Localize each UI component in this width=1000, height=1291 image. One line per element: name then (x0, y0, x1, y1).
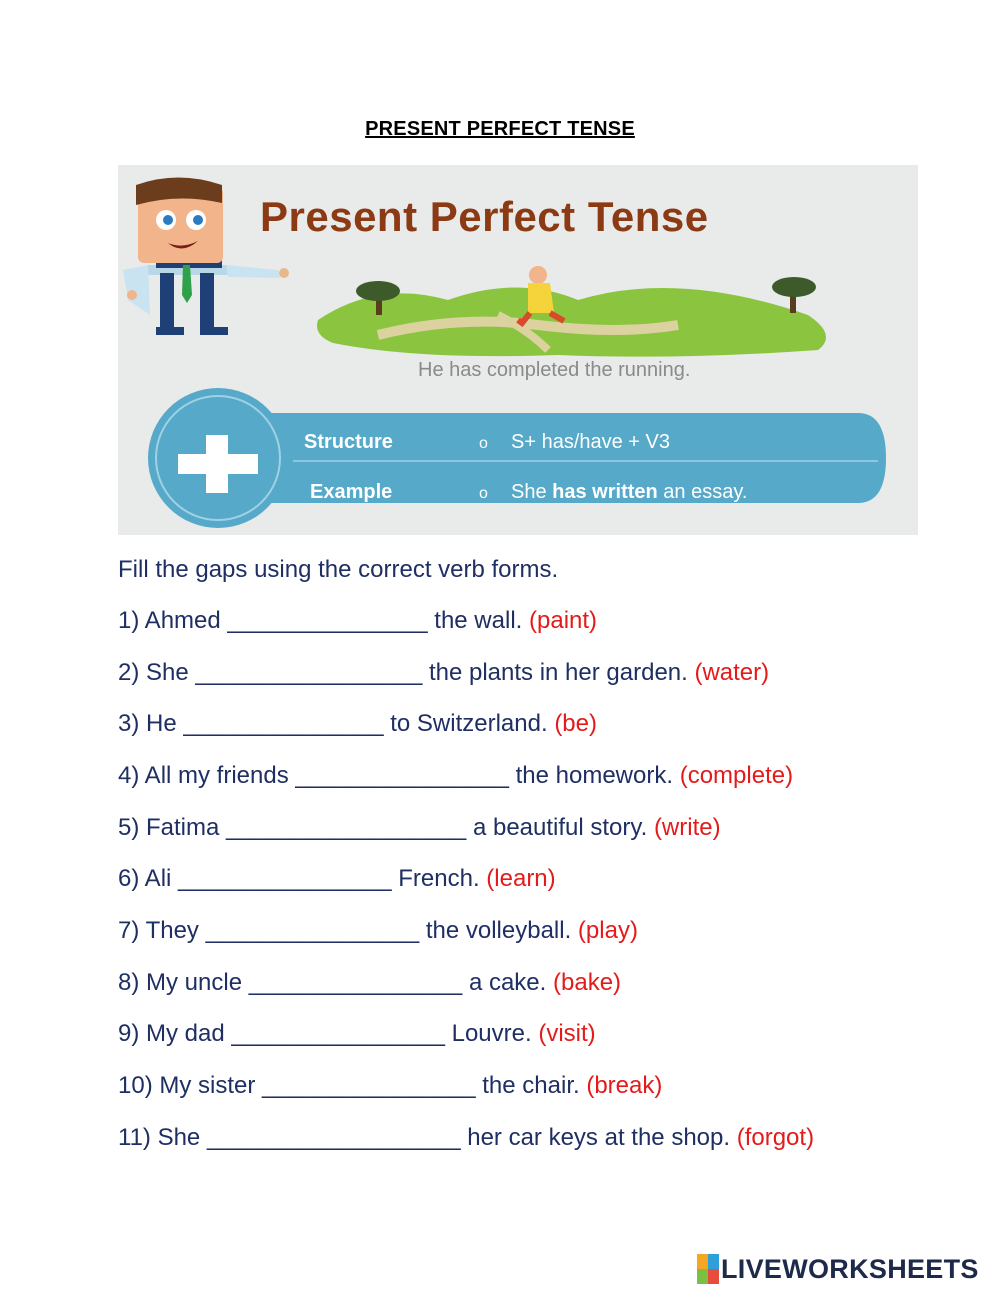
verb-hint: (write) (653, 814, 721, 841)
example-pre: She (511, 481, 553, 503)
exercise-item[interactable]: 4) All my friends ________________ the homework. (complete) (118, 762, 794, 789)
page-title: PRESENT PERFECT TENSE (365, 118, 635, 140)
exercise-item[interactable]: 7) They ________________ the volleyball. (play) (118, 917, 638, 944)
example-label: Example (310, 481, 393, 503)
structure-formula: S+ has/have + V3 (511, 431, 671, 453)
verb-hint: (be) (554, 710, 597, 737)
exercise-item[interactable]: 6) Ali ________________ French. (learn) (118, 865, 556, 892)
example-post: an essay. (657, 481, 748, 503)
verb-hint: (visit) (538, 1020, 596, 1047)
verb-hint: (forgot) (736, 1124, 815, 1151)
brand-name: LIVEWORKSHEETS (721, 1253, 979, 1284)
structure-bullet: o (479, 435, 488, 452)
exercise-item[interactable]: 9) My dad ________________ Louvre. (visit) (118, 1020, 596, 1047)
example-bold: has written (552, 481, 658, 503)
exercise-item[interactable]: 11) She ___________________ her car keys at the shop. (forgot) (118, 1124, 815, 1151)
verb-hint: (bake) (553, 969, 622, 996)
tense-banner (118, 165, 918, 535)
exercise-item[interactable]: 5) Fatima __________________ a beautiful story. (write) (118, 814, 721, 841)
verb-hint: (play) (577, 917, 638, 944)
banner-heading: Present Perfect Tense (260, 193, 709, 240)
structure-label: Structure (304, 431, 393, 453)
example-bullet: o (479, 485, 488, 502)
liveworksheets-logo[interactable] (697, 1251, 979, 1287)
verb-hint: (paint) (529, 607, 598, 634)
exercise-item[interactable]: 3) He _______________ to Switzerland. (be) (118, 710, 597, 737)
brand-blocks-icon (697, 1254, 719, 1284)
banner-caption: He has completed the running. (418, 359, 691, 381)
exercise-item[interactable]: 1) Ahmed _______________ the wall. (paint) (118, 607, 598, 634)
verb-hint: (water) (694, 659, 770, 686)
exercise-item[interactable]: 10) My sister ________________ the chair. (break) (118, 1072, 663, 1099)
verb-hint: (complete) (679, 762, 794, 789)
running-scene-illustration (317, 266, 826, 357)
exercise-item[interactable]: 8) My uncle ________________ a cake. (bake) (118, 969, 622, 996)
exercise-item[interactable]: 2) She _________________ the plants in her garden. (water) (118, 659, 770, 686)
instructions: Fill the gaps using the correct verb forms. (118, 556, 559, 583)
example-sentence (511, 481, 747, 504)
verb-hint: (break) (586, 1072, 663, 1099)
structure-pill (148, 388, 886, 528)
verb-hint: (learn) (486, 865, 556, 892)
